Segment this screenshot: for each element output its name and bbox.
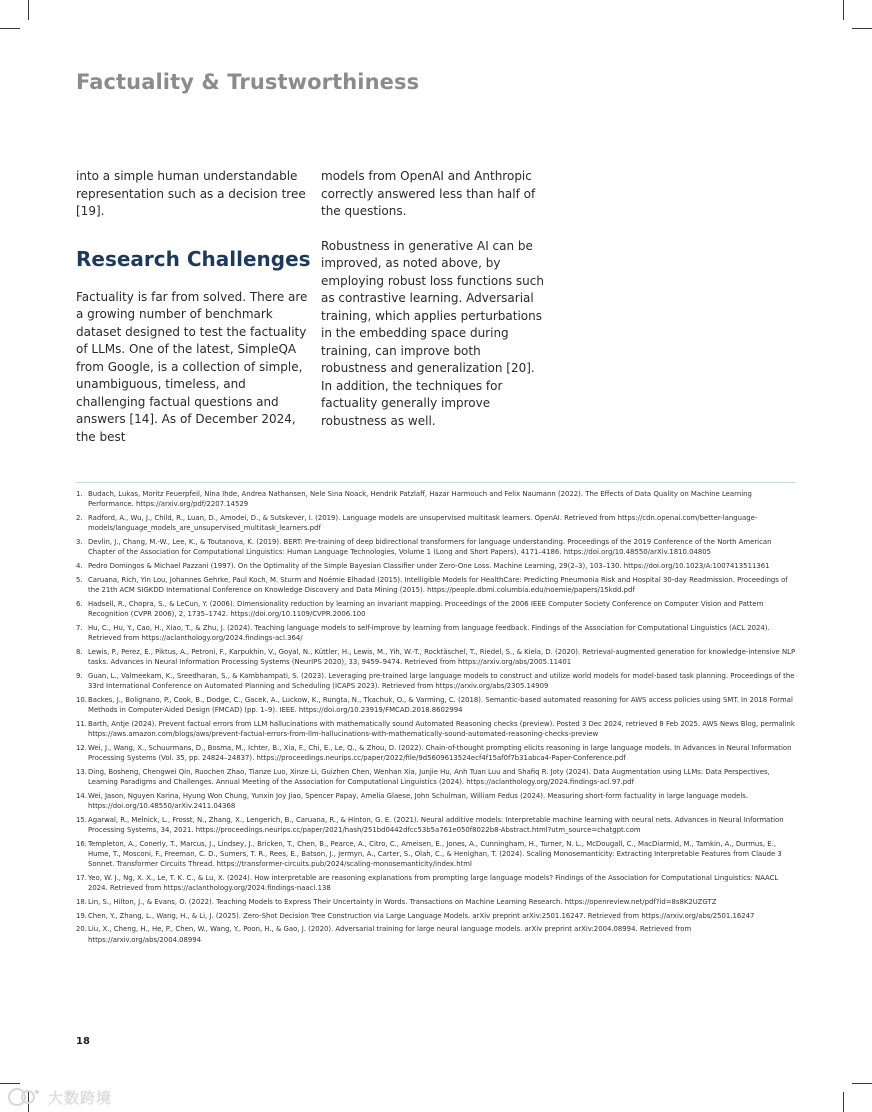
- section-heading: Research Challenges: [76, 246, 311, 271]
- reference-item: [76, 924, 798, 945]
- reference-item: [76, 911, 798, 921]
- reference-number: 12.: [76, 743, 87, 752]
- reference-item: [76, 647, 798, 668]
- crop-mark: [852, 1083, 872, 1084]
- reference-item: [76, 561, 798, 571]
- reference-text: Yeo, W. J., Ng, X. X., Le, T. K. C., & Lu, X. (2024). How interpretable are reasoning explanations from prompting large language models? Findings of the Association for Computational Linguistics: NAACL 2024. Retrieved from https://aclanthology.org/2024.findings-naacl.138: [88, 874, 779, 893]
- reference-item: [76, 671, 798, 692]
- reference-number: 11.: [76, 719, 87, 728]
- reference-number: 10.: [76, 695, 87, 704]
- page-number: 18: [76, 1036, 90, 1047]
- crop-mark: [843, 1092, 844, 1112]
- reference-number: 15.: [76, 815, 87, 824]
- reference-number: 7.: [76, 623, 83, 632]
- reference-list: [76, 489, 798, 948]
- reference-number: 2.: [76, 514, 83, 522]
- reference-text: Caruana, Rich, Yin Lou, Johannes Gehrke, Paul Koch, M. Sturm and Noémie Elhadad (2015). Intelligible Models for HealthCare: Predicting Pneumonia Risk and Hospital 30-day Readmission. Proceedings of the 21th ACM SIGKDD International Conference on Knowledge Discovery and Data Mining (2015). https://people.dbmi.columbia.edu/noemie/papers/15kdd.pdf: [88, 575, 788, 594]
- reference-text: Lin, S., Hilton, J., & Evans, O. (2022). Teaching Models to Express Their Uncertainty in Words. Transactions on Machine Learning Research. https://openreview.net/pdf?id=8s8K2UZGTZ: [88, 898, 717, 906]
- reference-text: Devlin, J., Chang, M.-W., Lee, K., & Toutanova, K. (2019). BERT: Pre-training of deep bidirectional transformers for language understanding. Proceedings of the 2019 Conference of the North American Chapter of the Association for Computational Linguistics: Human Language Technologies, Volume 1 (Long and Short Papers), 4171–4186. https://doi.org/10.48550/arXiv.1810.04805: [88, 538, 772, 557]
- reference-item: [76, 489, 798, 510]
- reference-item: [76, 623, 798, 644]
- reference-item: [76, 897, 798, 907]
- reference-item: [76, 537, 798, 558]
- reference-text: Liu, X., Cheng, H., He, P., Chen, W., Wang, Y., Poon, H., & Gao, J. (2020). Adversarial training for large neural language models. arXiv preprint arXiv:2004.08994. Retrieved from https://arxiv.org/abs/2004.08994: [88, 925, 692, 944]
- crop-mark: [28, 0, 29, 20]
- body-paragraph: Robustness in generative AI can be improved, as noted above, by employing robust loss functions such as contrastive learning. Adversarial training, which applies perturbations in the embedding space during training, can improve both robustness and generalization [20]. In addition, the techniques for factuality generally improve robustness as well.: [321, 238, 544, 428]
- reference-text: Wei, Jason, Nguyen Karina, Hyung Won Chung, Yunxin Joy Jiao, Spencer Papay, Amelia Glaese, John Schulman, William Fedus (2024). Measuring short-form factuality in large language models. https://doi.org/10.48550/arXiv.2411.04368: [88, 791, 749, 810]
- reference-number: 1.: [76, 490, 83, 498]
- crop-mark: [0, 28, 20, 29]
- left-column: [76, 168, 311, 446]
- reference-text: Agarwal, R., Melnick, L., Frosst, N., Zhang, X., Lengerich, B., Caruana, R., & Hinton, G. E. (2021). Neural additive models: Interpretable machine learning with neural nets. Advances in Neural Information Processing Systems, 34, 2021. https://proceedings.neurips.cc/paper/2021/hash/251bd0442dfcc53b5a761e050f8022b8-Abstract.html?utm_source=chatgpt.com: [88, 815, 784, 834]
- intro-paragraph: into a simple human understandable representation such as a decision tree [19].: [76, 169, 306, 218]
- reference-text: Chen, Y., Zhang, L., Wang, H., & Li, J. (2025). Zero-Shot Decision Tree Construction via Large Language Models. arXiv preprint arXiv:2501.16247. Retrieved from https://arxiv.org/abs/2501.16247: [88, 911, 755, 920]
- reference-text: Lewis, P., Perez, E., Piktus, A., Petroni, F., Karpukhin, V., Goyal, N., Küttler, H., Lewis, M., Yih, W.-T., Rocktäschel, T., Riedel, S., & Kiela, D. (2020). Retrieval-augmented generation for knowledge-intensive NLP tasks. Advances in Neural Information Processing Systems (NeurIPS 2020), 33, 9459–9474. Retrieved from https://arxiv.org/abs/2005.11401: [88, 647, 796, 666]
- reference-text: Wei, J., Wang, X., Schuurmans, D., Bosma, M., Ichter, B., Xia, F., Chi, E., Le, Q., & Zhou, D. (2022). Chain-of-thought prompting elicits reasoning in large language models. In Advances in Neural Information Processing Systems (Vol. 35, pp. 24824–24837). https://proceedings.neurips.cc/paper/2022/file/9d5609613524ecf4f15af0f7b31abca4-Paper-Conference.pdf: [88, 743, 792, 762]
- reference-number: 6.: [76, 599, 83, 608]
- reference-item: [76, 719, 798, 740]
- watermark-logo-icon: [6, 1086, 42, 1108]
- reference-text: Hu, C., Hu, Y., Cao, H., Xiao, T., & Zhu, J. (2024). Teaching language models to self-improve by learning from language feedback. Findings of the Association for Computational Linguistics (ACL 2024). Retrieved from https://aclanthology.org/2024.findings-acl.364/: [88, 623, 770, 642]
- reference-number: 4.: [76, 562, 83, 570]
- body-paragraph: models from OpenAI and Anthropic correctly answered less than half of the questions.: [321, 169, 536, 218]
- references-divider: [76, 482, 796, 483]
- crop-mark: [852, 28, 872, 29]
- reference-item: [76, 743, 798, 764]
- reference-item: [76, 695, 798, 716]
- watermark: [6, 1085, 112, 1109]
- reference-text: Barth, Antje (2024). Prevent factual errors from LLM hallucinations with mathematically sound Automated Reasoning checks (preview). Posted 3 Dec 2024, retrieved 8 Feb 2025. AWS News Blog, permalink https://aws.amazon.com/blogs/aws/prevent-factual-errors-from-llm-hallucinations-with-mathematically-sound-automated-reasoning-checks-preview: [88, 719, 795, 738]
- reference-number: 14.: [76, 791, 87, 800]
- reference-number: 18.: [76, 898, 87, 906]
- body-paragraph: Factuality is far from solved. There are a growing number of benchmark dataset designed to test the factuality of LLMs. One of the latest, SimpleQA from Google, is a collection of simple, unambiguous, timeless, and challenging factual questions and answers [14]. As of December 2024, the best: [76, 289, 308, 444]
- reference-item: [76, 513, 798, 534]
- reference-text: Radford, A., Wu, J., Child, R., Luan, D., Amodei, D., & Sutskever, I. (2019). Language models are unsupervised multitask learners. OpenAI. Retrieved from https://cdn.openai.com/better-language-models/language_models_are_unsupervised_multitask_learners.pdf: [88, 514, 758, 533]
- reference-text: Pedro Domingos & Michael Pazzani (1997). On the Optimality of the Simple Bayesian Classifier under Zero-One Loss. Machine Learning, 29(2–3), 103–130. https://doi.org/10.1023/A:1007413511361: [88, 562, 770, 570]
- reference-text: Guan, L., Valmeekam, K., Sreedharan, S., & Kambhampati, S. (2023). Leveraging pre-trained large language models to construct and utilize world models for model-based task planning. Proceedings of the 33rd International Conference on Automated Planning and Scheduling (ICAPS 2023). Retrieved from https://arxiv.org/abs/2305.14909: [88, 671, 795, 690]
- reference-item: [76, 767, 798, 788]
- reference-number: 20.: [76, 925, 87, 934]
- reference-number: 13.: [76, 767, 87, 776]
- reference-number: 3.: [76, 538, 83, 546]
- reference-item: [76, 791, 798, 812]
- crop-mark: [0, 1083, 20, 1084]
- reference-text: Backes, J., Bolignano, P., Cook, B., Dodge, C., Gacek, A., Luckow, K., Rungta, N., Tkachuk, O., & Varming, C. (2018). Semantic-based automated reasoning for AWS access policies using SMT. In 2018 Formal Methods in Computer-Aided Design (FMCAD) (pp. 1–9). IEEE. https://doi.org/10.23919/FMCAD.2018.8602994: [88, 695, 793, 714]
- reference-text: Templeton, A., Conerly, T., Marcus, J., Lindsey, J., Bricken, T., Chen, B., Pearce, A., Citro, C., Ameisen, E., Jones, A., Cunningham, H., Turner, N. L., McDougall, C., MacDiarmid, M., Tamkin, A., Durmus, E., Hume, T., Mosconi, F., Freeman, C. D., Sumers, T. R., Rees, E., Batson, J., Jermyn, A., Carter, S., Olah, C., & Henighan, T. (2024). Scaling Monosemanticity: Extracting Interpretable Features from Claude 3 Sonnet. Transformer Circuits Thread. https://transformer-circuits.pub/2024/scaling-monosemanticity/index.html: [88, 839, 782, 869]
- reference-number: 8.: [76, 647, 83, 656]
- page-header-title: Factuality & Trustworthiness: [76, 70, 420, 94]
- reference-text: Hadsell, R., Chopra, S., & LeCun, Y. (2006). Dimensionality reduction by learning an invariant mapping. Proceedings of the 2006 IEEE Computer Society Conference on Computer Vision and Pattern Recognition (CVPR 2006), 2, 1735–1742. https://doi.org/10.1109/CVPR.2006.100: [88, 599, 764, 618]
- reference-item: [76, 873, 798, 894]
- reference-item: [76, 575, 798, 596]
- reference-item: [76, 599, 798, 620]
- reference-item: [76, 839, 798, 870]
- reference-text: Budach, Lukas, Moritz Feuerpfeil, Nina Ihde, Andrea Nathansen, Nele Sina Noack, Hendrik Patzlaff, Hazar Harmouch and Felix Naumann (2022). The Effects of Data Quality on Machine Learning Performance. https://arxiv.org/pdf/2207.14529: [88, 490, 752, 509]
- reference-number: 5.: [76, 575, 83, 584]
- reference-number: 17.: [76, 874, 87, 882]
- right-column: [321, 168, 549, 430]
- reference-number: 16.: [76, 839, 87, 848]
- reference-number: 19.: [76, 911, 87, 920]
- reference-item: [76, 815, 798, 836]
- paragraph-gap: [321, 221, 549, 238]
- watermark-text: 大数跨境: [48, 1088, 113, 1107]
- reference-number: 9.: [76, 671, 83, 680]
- crop-mark: [843, 0, 844, 20]
- reference-text: Ding, Bosheng, Chengwei Qin, Ruochen Zhao, Tianze Luo, Xinze Li, Guizhen Chen, Wenhan Xia, Junjie Hu, Anh Tuan Luu and Shafiq R. Joty (2024). Data Augmentation using LLMs: Data Perspectives, Learning Paradigms and Challenges. Annual Meeting of the Association for Computational Linguistics (2024). https://aclanthology.org/2024.findings-acl.97.pdf: [88, 767, 770, 786]
